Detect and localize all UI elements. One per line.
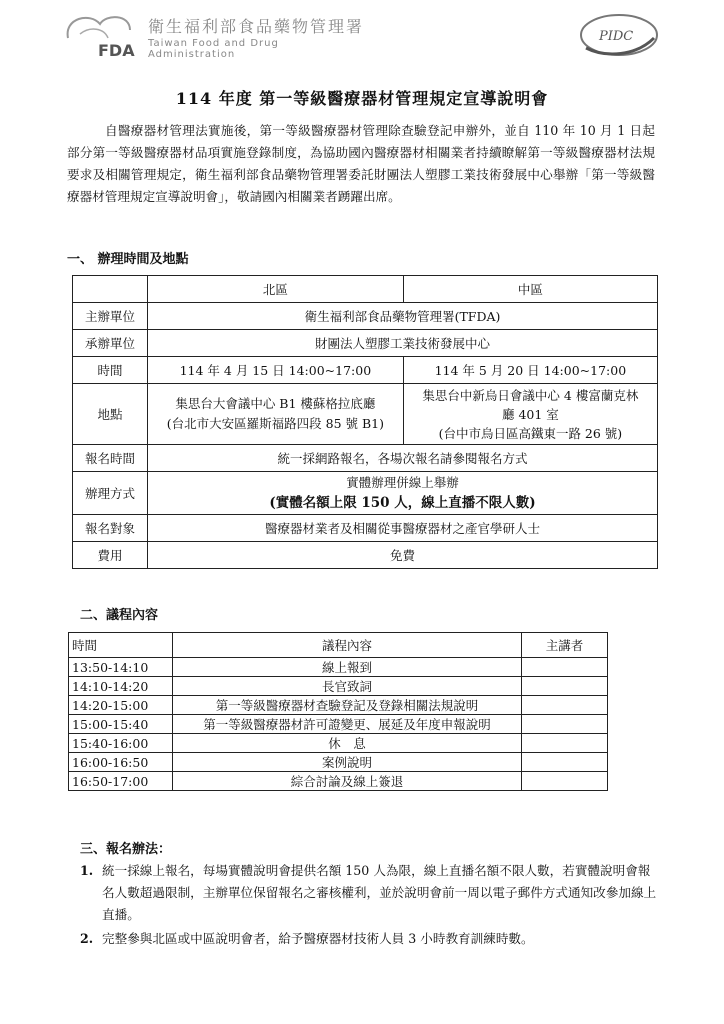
agenda-time: 14:20-15:00 xyxy=(69,696,173,715)
audience-value: 醫療器材業者及相關從事醫療器材之產官學研人士 xyxy=(148,515,658,542)
list-item-number: 1. xyxy=(80,863,94,878)
list-item-text: 完整參與北區或中區說明會者，給予醫療器材技術人員 3 小時教育訓練時數。 xyxy=(102,931,534,946)
table-row xyxy=(69,658,608,677)
format-value-line2: (實體名額上限 150 人，線上直播不限人數) xyxy=(269,495,536,511)
table-row xyxy=(69,677,608,696)
table-row xyxy=(69,734,608,753)
table-row xyxy=(73,330,658,357)
agenda-speaker xyxy=(522,677,608,696)
table-row xyxy=(73,445,658,472)
schedule-venue-table xyxy=(72,275,658,569)
agenda-content: 案例說明 xyxy=(173,753,522,772)
agenda-time: 16:50-17:00 xyxy=(69,772,173,791)
host-label: 主辦單位 xyxy=(73,303,148,330)
col-central: 中區 xyxy=(403,276,657,303)
list-item xyxy=(80,860,658,926)
agenda-col-content: 議程內容 xyxy=(173,633,522,658)
svg-text:PIDC: PIDC xyxy=(599,29,634,44)
venue-label: 地點 xyxy=(73,384,148,445)
agenda-content: 休 息 xyxy=(173,734,522,753)
format-label: 辦理方式 xyxy=(73,472,148,515)
org-name-en: Taiwan Food and Drug Administration xyxy=(148,38,279,60)
table-row xyxy=(69,715,608,734)
organizer-value: 財團法人塑膠工業技術發展中心 xyxy=(148,330,658,357)
agenda-rows xyxy=(69,658,608,791)
time-label: 時間 xyxy=(73,357,148,384)
svg-text:FDA: FDA xyxy=(98,41,135,60)
format-value-line1: 實體辦理併線上舉辦 xyxy=(346,475,459,490)
col-north: 北區 xyxy=(148,276,404,303)
agenda-content: 第一等級醫療器材許可證變更、展延及年度申報說明 xyxy=(173,715,522,734)
venue-central-line3: (台中市烏日區高鐵東一路 26 號) xyxy=(438,425,623,441)
table-row xyxy=(73,542,658,569)
agenda-content: 綜合討論及線上簽退 xyxy=(173,772,522,791)
table-row xyxy=(73,276,658,303)
section2-heading: 二、議程內容 xyxy=(80,608,159,623)
agenda-speaker xyxy=(522,734,608,753)
corner-cell xyxy=(73,276,148,303)
page-header xyxy=(60,8,660,60)
table-row xyxy=(73,384,658,445)
fda-emblem-icon xyxy=(60,8,148,60)
fda-logo xyxy=(60,8,370,60)
pidc-logo xyxy=(576,8,662,60)
venue-central-line1: 集思台中新烏日會議中心 4 樓富蘭克林 xyxy=(422,387,639,403)
table-row xyxy=(69,696,608,715)
time-central: 114 年 5 月 20 日 14:00~17:00 xyxy=(403,357,657,384)
agenda-col-time: 時間 xyxy=(69,633,173,658)
agenda-content: 長官致詞 xyxy=(173,677,522,696)
agenda-col-speaker: 主講者 xyxy=(522,633,608,658)
agenda-table xyxy=(68,632,608,791)
agenda-time: 15:40-16:00 xyxy=(69,734,173,753)
table-row xyxy=(73,515,658,542)
agenda-time: 14:10-14:20 xyxy=(69,677,173,696)
list-item-text: 統一採線上報名，每場實體說明會提供名額 150 人為限，線上直播名額不限人數，若實體說明會報名人數超過限制，主辦單位保留報名之審核權利，並於說明會前一周以電子郵件方式通知改參加線上直播。 xyxy=(102,863,657,922)
agenda-time: 16:00-16:50 xyxy=(69,753,173,772)
venue-central xyxy=(403,384,657,445)
agenda-speaker xyxy=(522,772,608,791)
list-item-number: 2. xyxy=(80,931,94,946)
venue-central-line2: 廳 401 室 xyxy=(501,406,559,422)
registration-list xyxy=(80,860,658,952)
reg-time-value: 統一採網路報名，各場次報名請參閱報名方式 xyxy=(148,445,658,472)
table-row xyxy=(73,303,658,330)
table-row xyxy=(69,633,608,658)
table-row xyxy=(73,472,658,515)
time-north: 114 年 4 月 15 日 14:00~17:00 xyxy=(148,357,404,384)
venue-north-line2: (台北市大安區羅斯福路四段 85 號 B1) xyxy=(166,416,384,431)
agenda-time: 15:00-15:40 xyxy=(69,715,173,734)
intro-paragraph: 自醫療器材管理法實施後，第一等級醫療器材管理除查驗登記申辦外，並自 110 年 10 月 1 日起部分第一等級醫療器材品項實施登錄制度，為協助國內醫療器材相關業者持續瞭解第一等級醫療器材法規要求及相關管理規定，衛生福利部食品藥物管理署委託財團法人塑膠工業技術發展中心舉辦「第一等級醫療器材管理規定宣導說明會」，敬請國內相關業者踴躍出席。 xyxy=(67,123,655,204)
venue-north-line1: 集思台大會議中心 B1 樓蘇格拉底廳 xyxy=(175,396,376,411)
fee-value: 免費 xyxy=(148,542,658,569)
table-row xyxy=(69,753,608,772)
org-name-cn: 衛生福利部食品藥物管理署 xyxy=(148,17,365,36)
agenda-speaker xyxy=(522,696,608,715)
section1-heading: 一、 辦理時間及地點 xyxy=(67,252,189,267)
list-item xyxy=(80,928,658,950)
agenda-content: 第一等級醫療器材查驗登記及登錄相關法規說明 xyxy=(173,696,522,715)
venue-north xyxy=(148,384,404,445)
fee-label: 費用 xyxy=(73,542,148,569)
table-row xyxy=(69,772,608,791)
reg-time-label: 報名時間 xyxy=(73,445,148,472)
agenda-time: 13:50-14:10 xyxy=(69,658,173,677)
page-title: 114 年度 第一等級醫療器材管理規定宣導說明會 xyxy=(175,89,549,108)
audience-label: 報名對象 xyxy=(73,515,148,542)
host-value: 衛生福利部食品藥物管理署(TFDA) xyxy=(148,303,658,330)
section3-heading: 三、報名辦法： xyxy=(80,842,172,857)
agenda-speaker xyxy=(522,658,608,677)
agenda-speaker xyxy=(522,715,608,734)
format-value xyxy=(148,472,658,515)
table-row xyxy=(73,357,658,384)
agenda-content: 線上報到 xyxy=(173,658,522,677)
agenda-speaker xyxy=(522,753,608,772)
organizer-label: 承辦單位 xyxy=(73,330,148,357)
